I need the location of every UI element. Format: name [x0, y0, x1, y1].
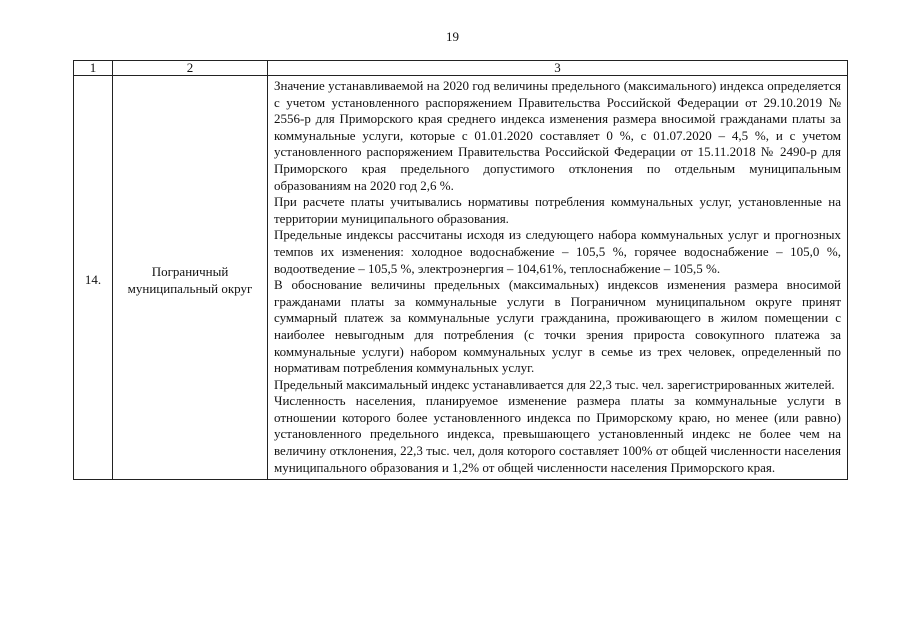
- description-cell: [268, 76, 848, 480]
- paragraph-justification: В обоснование величины предельных (максимальных) индексов изменения размера вносимой гражданами платы за коммунальные услуги в Пограничном муниципальном округе принят суммарный платеж за коммунальные услуги гражданина, проживающего в жилом помещении с наиболее невыгодным для потребления (с точки зрения прироста совокупного платежа за коммунальные услуги) набором коммунальных услуг в семье из трех человек, определенный по нормативам потребления коммунальных услуг.: [274, 277, 841, 376]
- paragraph-services-rates: Предельные индексы рассчитаны исходя из следующего набора коммунальных услуг и прогнозных темпов их изменения: холодное водоснабжение – 105,5 %, горячее водоснабжение – 105,0 %, водоотведение – 105,5 %, электроэнергия – 104,61%, теплоснабжение – 105,5 %.: [274, 227, 841, 276]
- page-number: 19: [446, 29, 459, 44]
- indices-table: [73, 60, 848, 480]
- municipality-name: [113, 76, 268, 480]
- paragraph-residents: Предельный максимальный индекс устанавливается для 22,3 тыс. чел. зарегистрированных жителей.: [274, 376, 835, 392]
- table-row: [74, 76, 848, 480]
- header-col-3: 3: [268, 61, 848, 76]
- paragraph-index-value: Значение устанавливаемой на 2020 год величины предельного (максимального) индекса определяется с учетом установленного распоряжением Правительства Российской Федерации от 29.10.2019 № 2556-р для Приморского края среднего индекса изменения размера вносимой гражданами платы за коммунальные услуги, которые с 01.01.2020 составляет 0 %, с 01.07.2020 – 4,5 %, и с учетом установленного распоряжением Правительства Российской Федерации от 15.11.2018 № 2490-р для Приморского края предельного допустимого отклонения по отдельным муниципальным образованиям на 2020 год 2,6 %.: [274, 78, 841, 193]
- header-col-2: 2: [113, 61, 268, 76]
- municipality-name-line-2: муниципальный округ: [127, 280, 253, 296]
- municipality-name-line-1: Пограничный: [151, 263, 229, 279]
- header-col-1: 1: [74, 61, 113, 76]
- table-header-row: [74, 61, 848, 76]
- row-number: 14.: [74, 76, 113, 480]
- paragraph-population-share: Численность населения, планируемое изменение размера платы за коммунальные услуги в отношении которого более установленного индекса по Приморскому краю, но менее (или равно) установленного предельного индекса, превышающего установленный индекс не более чем на величину отклонения, 22,3 тыс. чел, доля которого составляет 100% от общей численности населения муниципального образования и 1,2% от общей численности населения Приморского края.: [274, 393, 841, 475]
- paragraph-norms: При расчете платы учитывались нормативы потребления коммунальных услуг, установленные на территории муниципального образования.: [274, 194, 841, 226]
